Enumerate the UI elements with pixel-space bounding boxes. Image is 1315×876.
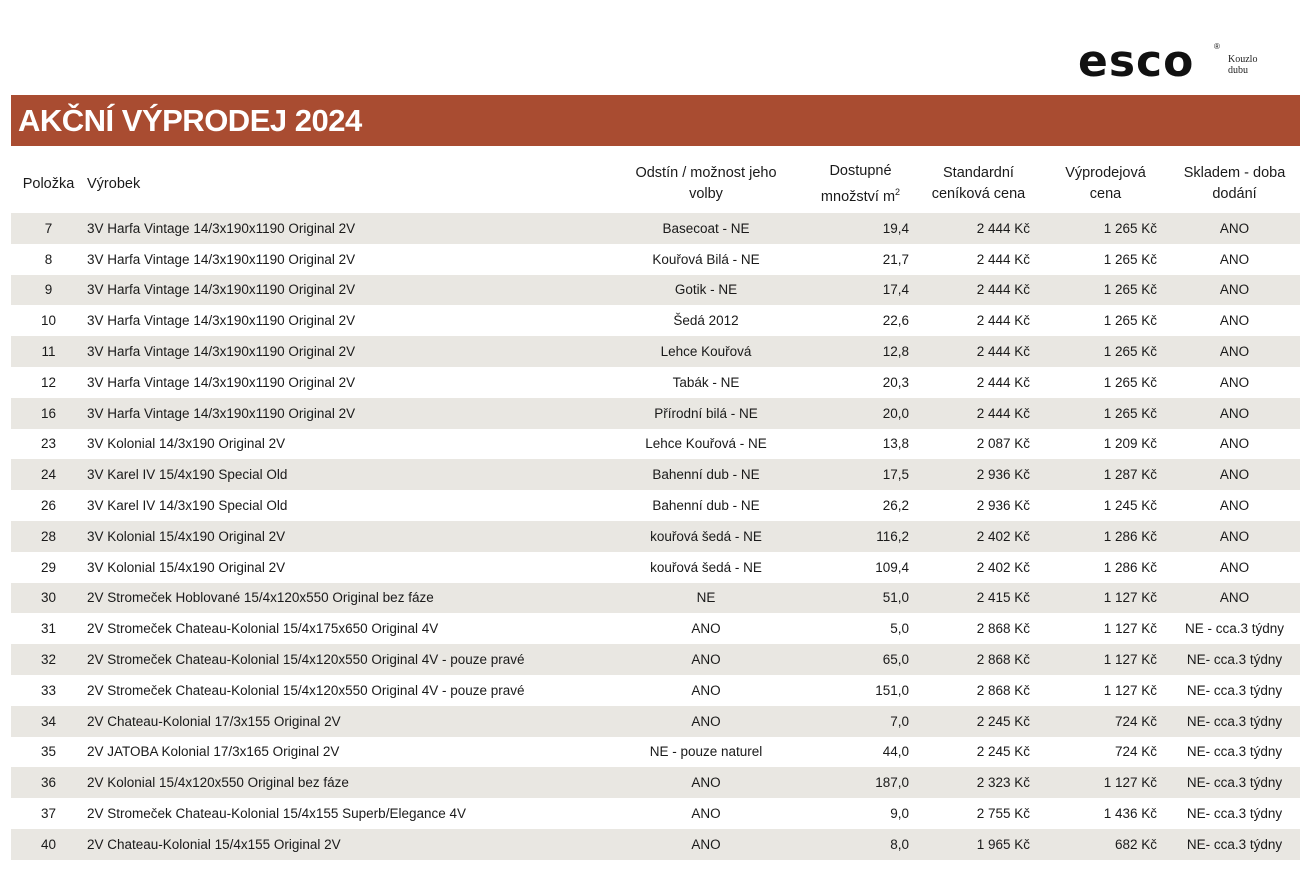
cell-shade: Tabák - NE [606, 367, 806, 398]
table-row [11, 675, 1300, 706]
cell-sale-price: 1 265 Kč [1042, 305, 1169, 336]
table-row [11, 552, 1300, 583]
header-quantity: Dostupné množství $m^2$ [820, 162, 901, 205]
cell-quantity: 17,4 [806, 275, 915, 306]
cell-stock: NE- cca.3 týdny [1169, 644, 1300, 675]
cell-item: 9 [11, 275, 86, 306]
cell-sale-price: 1 127 Kč [1042, 767, 1169, 798]
cell-standard-price: 2 936 Kč [915, 490, 1042, 521]
cell-product: 2V Stromeček Chateau-Kolonial 15/4x120x550 Original 4V - pouze pravé [86, 644, 606, 675]
table-body [11, 213, 1300, 860]
header-shade: Odstín / možnost jeho volby [635, 165, 777, 202]
cell-sale-price: 1 286 Kč [1042, 552, 1169, 583]
cell-quantity: 187,0 [806, 767, 915, 798]
cell-shade: Bahenní dub - NE [606, 459, 806, 490]
table-row [11, 336, 1300, 367]
cell-standard-price: 2 323 Kč [915, 767, 1042, 798]
table-row [11, 490, 1300, 521]
cell-item: 11 [11, 336, 86, 367]
cell-stock: NE - cca.3 týdny [1169, 613, 1300, 644]
cell-standard-price: 2 444 Kč [915, 275, 1042, 306]
table-row [11, 459, 1300, 490]
cell-item: 30 [11, 583, 86, 614]
cell-quantity: 109,4 [806, 552, 915, 583]
table-row [11, 583, 1300, 614]
cell-quantity: 44,0 [806, 737, 915, 768]
cell-quantity: 151,0 [806, 675, 915, 706]
cell-quantity: 20,0 [806, 398, 915, 429]
cell-stock: ANO [1169, 305, 1300, 336]
cell-product: 3V Karel IV 15/4x190 Special Old [86, 459, 606, 490]
table-row [11, 706, 1300, 737]
cell-product: 2V Stromeček Chateau-Kolonial 15/4x155 Superb/Elegance 4V [86, 798, 606, 829]
cell-standard-price: 2 868 Kč [915, 613, 1042, 644]
cell-shade: Gotik - NE [606, 275, 806, 306]
cell-sale-price: 1 265 Kč [1042, 367, 1169, 398]
cell-item: 16 [11, 398, 86, 429]
cell-product: 2V Stromeček Hoblované 15/4x120x550 Original bez fáze [86, 583, 606, 614]
table-row [11, 521, 1300, 552]
table-row [11, 644, 1300, 675]
cell-item: 24 [11, 459, 86, 490]
cell-stock: NE- cca.3 týdny [1169, 737, 1300, 768]
cell-shade: kouřová šedá - NE [606, 552, 806, 583]
cell-quantity: 12,8 [806, 336, 915, 367]
cell-shade: ANO [606, 767, 806, 798]
cell-quantity: 26,2 [806, 490, 915, 521]
cell-shade: ANO [606, 613, 806, 644]
table-row [11, 798, 1300, 829]
cell-product: 3V Kolonial 15/4x190 Original 2V [86, 521, 606, 552]
cell-product: 2V Stromeček Chateau-Kolonial 15/4x120x550 Original 4V - pouze pravé [86, 675, 606, 706]
cell-stock: ANO [1169, 490, 1300, 521]
cell-stock: ANO [1169, 367, 1300, 398]
cell-shade: ANO [606, 829, 806, 860]
cell-standard-price: 2 402 Kč [915, 521, 1042, 552]
cell-stock: NE- cca.3 týdny [1169, 829, 1300, 860]
cell-item: 10 [11, 305, 86, 336]
cell-standard-price: 2 868 Kč [915, 644, 1042, 675]
table-row [11, 829, 1300, 860]
title-banner [11, 95, 1300, 146]
header-product: Výrobek [87, 175, 141, 192]
cell-item: 29 [11, 552, 86, 583]
cell-quantity: 21,7 [806, 244, 915, 275]
table-row [11, 398, 1300, 429]
cell-item: 35 [11, 737, 86, 768]
cell-product: 3V Harfa Vintage 14/3x190x1190 Original 2V [86, 244, 606, 275]
cell-sale-price: 1 127 Kč [1042, 583, 1169, 614]
cell-stock: ANO [1169, 521, 1300, 552]
cell-standard-price: 2 444 Kč [915, 398, 1042, 429]
cell-sale-price: 1 265 Kč [1042, 398, 1169, 429]
table-row [11, 737, 1300, 768]
sale-table [11, 155, 1300, 860]
table-header-row [11, 155, 1300, 213]
cell-product: 2V Chateau-Kolonial 15/4x155 Original 2V [86, 829, 606, 860]
cell-sale-price: 1 436 Kč [1042, 798, 1169, 829]
table-row [11, 244, 1300, 275]
cell-standard-price: 2 444 Kč [915, 367, 1042, 398]
header-stock: Skladem - doba dodání [1183, 165, 1286, 202]
cell-shade: Šedá 2012 [606, 305, 806, 336]
cell-product: 3V Harfa Vintage 14/3x190x1190 Original 2V [86, 305, 606, 336]
cell-sale-price: 1 127 Kč [1042, 675, 1169, 706]
cell-quantity: 7,0 [806, 706, 915, 737]
cell-quantity: 5,0 [806, 613, 915, 644]
cell-shade: Lehce Kouřová [606, 336, 806, 367]
cell-sale-price: 1 265 Kč [1042, 336, 1169, 367]
cell-sale-price: 1 245 Kč [1042, 490, 1169, 521]
cell-stock: ANO [1169, 275, 1300, 306]
logo-registered-mark: ® [1214, 42, 1220, 51]
cell-sale-price: 1 287 Kč [1042, 459, 1169, 490]
cell-product: 2V Kolonial 15/4x120x550 Original bez fáze [86, 767, 606, 798]
cell-item: 7 [11, 213, 86, 244]
cell-product: 2V Stromeček Chateau-Kolonial 15/4x175x650 Original 4V [86, 613, 606, 644]
cell-item: 31 [11, 613, 86, 644]
cell-quantity: 51,0 [806, 583, 915, 614]
cell-sale-price: 724 Kč [1042, 737, 1169, 768]
cell-stock: ANO [1169, 459, 1300, 490]
cell-product: 3V Kolonial 14/3x190 Original 2V [86, 429, 606, 460]
cell-quantity: 13,8 [806, 429, 915, 460]
cell-standard-price: 2 868 Kč [915, 675, 1042, 706]
cell-stock: ANO [1169, 213, 1300, 244]
cell-product: 3V Harfa Vintage 14/3x190x1190 Original 2V [86, 275, 606, 306]
cell-shade: ANO [606, 798, 806, 829]
cell-product: 3V Harfa Vintage 14/3x190x1190 Original 2V [86, 398, 606, 429]
cell-item: 34 [11, 706, 86, 737]
cell-standard-price: 2 245 Kč [915, 737, 1042, 768]
logo-wordmark: esco [1078, 36, 1195, 87]
cell-item: 40 [11, 829, 86, 860]
cell-standard-price: 2 245 Kč [915, 706, 1042, 737]
cell-shade: Přírodní bilá - NE [606, 398, 806, 429]
cell-standard-price: 2 444 Kč [915, 336, 1042, 367]
cell-quantity: 65,0 [806, 644, 915, 675]
header-sale-price: Výprodejová cena [1065, 165, 1146, 202]
cell-product: 2V JATOBA Kolonial 17/3x165 Original 2V [86, 737, 606, 768]
cell-stock: NE- cca.3 týdny [1169, 706, 1300, 737]
cell-shade: Bahenní dub - NE [606, 490, 806, 521]
cell-shade: ANO [606, 706, 806, 737]
cell-item: 28 [11, 521, 86, 552]
cell-shade: ANO [606, 675, 806, 706]
cell-item: 37 [11, 798, 86, 829]
cell-sale-price: 1 127 Kč [1042, 613, 1169, 644]
logo-tagline-line-2: dubu [1228, 65, 1248, 76]
cell-quantity: 19,4 [806, 213, 915, 244]
cell-sale-price: 1 265 Kč [1042, 244, 1169, 275]
table-row [11, 367, 1300, 398]
cell-stock: NE- cca.3 týdny [1169, 675, 1300, 706]
cell-stock: ANO [1169, 244, 1300, 275]
logo-tagline-line-1: Kouzlo [1228, 54, 1258, 65]
cell-quantity: 8,0 [806, 829, 915, 860]
cell-sale-price: 1 265 Kč [1042, 275, 1169, 306]
cell-stock: NE- cca.3 týdny [1169, 767, 1300, 798]
cell-shade: Lehce Kouřová - NE [606, 429, 806, 460]
cell-stock: ANO [1169, 583, 1300, 614]
cell-standard-price: 2 755 Kč [915, 798, 1042, 829]
cell-shade: Kouřová Bilá - NE [606, 244, 806, 275]
cell-item: 36 [11, 767, 86, 798]
cell-quantity: 9,0 [806, 798, 915, 829]
cell-stock: ANO [1169, 336, 1300, 367]
cell-shade: Basecoat - NE [606, 213, 806, 244]
cell-quantity: 17,5 [806, 459, 915, 490]
table-row [11, 767, 1300, 798]
logo-tagline [1228, 54, 1257, 76]
cell-stock: NE- cca.3 týdny [1169, 798, 1300, 829]
cell-sale-price: 724 Kč [1042, 706, 1169, 737]
cell-stock: ANO [1169, 398, 1300, 429]
cell-quantity: 22,6 [806, 305, 915, 336]
cell-product: 2V Chateau-Kolonial 17/3x155 Original 2V [86, 706, 606, 737]
cell-standard-price: 1 965 Kč [915, 829, 1042, 860]
cell-item: 23 [11, 429, 86, 460]
cell-item: 33 [11, 675, 86, 706]
esco-logo [1078, 36, 1278, 87]
cell-quantity: 116,2 [806, 521, 915, 552]
cell-shade: NE [606, 583, 806, 614]
cell-sale-price: 1 127 Kč [1042, 644, 1169, 675]
table-row [11, 613, 1300, 644]
cell-item: 32 [11, 644, 86, 675]
header-standard-price: Standardní ceníková cena [931, 165, 1026, 202]
cell-product: 3V Kolonial 15/4x190 Original 2V [86, 552, 606, 583]
table-row [11, 305, 1300, 336]
cell-sale-price: 1 286 Kč [1042, 521, 1169, 552]
cell-product: 3V Harfa Vintage 14/3x190x1190 Original 2V [86, 213, 606, 244]
cell-standard-price: 2 444 Kč [915, 244, 1042, 275]
cell-quantity: 20,3 [806, 367, 915, 398]
table-row [11, 213, 1300, 244]
cell-shade: NE - pouze naturel [606, 737, 806, 768]
table-row [11, 429, 1300, 460]
cell-sale-price: 682 Kč [1042, 829, 1169, 860]
cell-product: 3V Harfa Vintage 14/3x190x1190 Original 2V [86, 367, 606, 398]
cell-sale-price: 1 265 Kč [1042, 213, 1169, 244]
table-row [11, 275, 1300, 306]
header-item: Položka [22, 175, 75, 192]
cell-shade: kouřová šedá - NE [606, 521, 806, 552]
cell-standard-price: 2 444 Kč [915, 305, 1042, 336]
cell-shade: ANO [606, 644, 806, 675]
cell-standard-price: 2 444 Kč [915, 213, 1042, 244]
cell-standard-price: 2 936 Kč [915, 459, 1042, 490]
cell-sale-price: 1 209 Kč [1042, 429, 1169, 460]
cell-standard-price: 2 087 Kč [915, 429, 1042, 460]
cell-product: 3V Karel IV 14/3x190 Special Old [86, 490, 606, 521]
cell-standard-price: 2 415 Kč [915, 583, 1042, 614]
cell-stock: ANO [1169, 429, 1300, 460]
cell-product: 3V Harfa Vintage 14/3x190x1190 Original 2V [86, 336, 606, 367]
cell-item: 12 [11, 367, 86, 398]
cell-item: 26 [11, 490, 86, 521]
cell-standard-price: 2 402 Kč [915, 552, 1042, 583]
cell-stock: ANO [1169, 552, 1300, 583]
page-title: AKČNÍ VÝPRODEJ 2024 [18, 103, 362, 138]
cell-item: 8 [11, 244, 86, 275]
